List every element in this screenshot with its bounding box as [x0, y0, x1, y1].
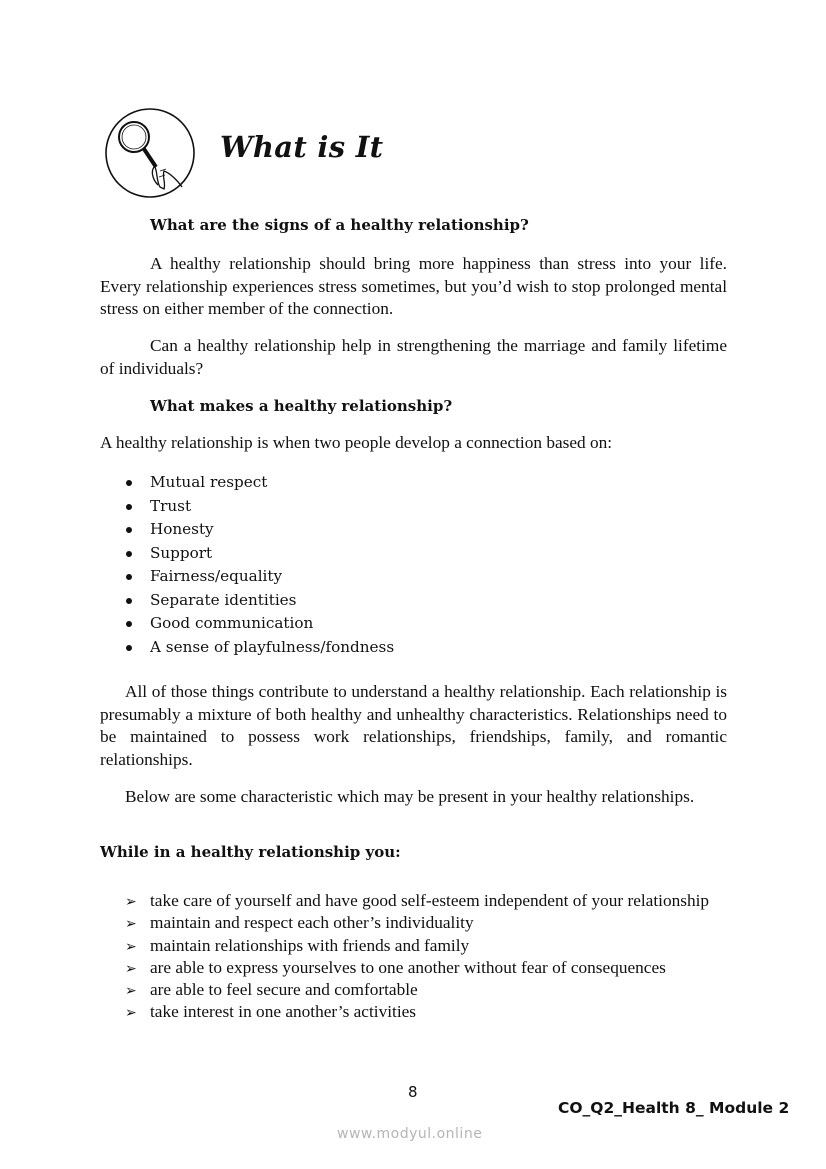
characteristics-list — [100, 890, 727, 1024]
list-item: Mutual respect — [100, 471, 727, 495]
list-item: Separate identities — [100, 589, 727, 613]
bullet-icon — [126, 645, 132, 651]
heading-while-healthy: While in a healthy relationship you: — [100, 843, 401, 861]
question-signs: What are the signs of a healthy relationship? — [150, 216, 529, 234]
question-marriage: Can a healthy relationship help in strengthening the marriage and family lifetime of individuals? — [100, 336, 727, 378]
bullet-icon — [126, 504, 132, 510]
list-item: ➢ are able to feel secure and comfortable — [100, 979, 727, 1001]
arrowhead-bullet-icon: ➢ — [125, 961, 137, 977]
paragraph-below: Below are some characteristic which may be present in your healthy relationships. — [125, 787, 695, 806]
magnifying-glass-hand-icon — [104, 107, 196, 199]
section-title: What is It — [220, 130, 384, 164]
list-item: Trust — [100, 495, 727, 519]
list-item: ➢ maintain relationships with friends and family — [100, 935, 727, 957]
bullet-icon — [126, 527, 132, 533]
paragraph-contribute: All of those things contribute to understand a healthy relationship. Each relationship is presumably a mixture of both healthy and unhealthy characteristics. Relationships need to be maintained to possess work relationships, friendships, family, and romantic relationships. — [100, 682, 727, 769]
list-item: ➢ take interest in one another’s activities — [100, 1001, 727, 1023]
arrowhead-bullet-icon: ➢ — [125, 984, 137, 1000]
paragraph-healthy-relationship: A healthy relationship should bring more happiness than stress into your life. Every relationship experiences stress sometimes, but you’d wish to stop prolonged mental stress on either member of the connection. — [100, 254, 727, 318]
module-label: CO_Q2_Health 8_ Module 2 — [558, 1099, 790, 1117]
bullet-icon — [126, 621, 132, 627]
list-item: ➢ are able to express yourselves to one another without fear of consequences — [100, 957, 727, 979]
arrowhead-bullet-icon: ➢ — [125, 1006, 137, 1022]
list-item: Fairness/equality — [100, 565, 727, 589]
arrowhead-bullet-icon: ➢ — [125, 895, 137, 910]
bullet-icon — [126, 574, 132, 580]
list-item: ➢ maintain and respect each other’s individuality — [100, 912, 727, 934]
watermark: www.modyul.online — [337, 1126, 483, 1142]
bullet-icon — [126, 551, 132, 557]
page-number: 8 — [408, 1083, 418, 1101]
qualities-list — [100, 471, 727, 659]
bullet-icon — [126, 480, 132, 486]
list-item: Good communication — [100, 612, 727, 636]
arrowhead-bullet-icon: ➢ — [125, 939, 137, 955]
list-item: Honesty — [100, 518, 727, 542]
list-item: ➢ take care of yourself and have good self-esteem independent of your relationship — [100, 890, 727, 912]
list-item: A sense of playfulness/fondness — [100, 636, 727, 660]
arrowhead-bullet-icon: ➢ — [125, 917, 137, 933]
question-what-makes: What makes a healthy relationship? — [150, 397, 453, 415]
bullet-icon — [126, 598, 132, 604]
list-item: Support — [100, 542, 727, 566]
intro-text: A healthy relationship is when two people develop a connection based on: — [100, 433, 613, 452]
